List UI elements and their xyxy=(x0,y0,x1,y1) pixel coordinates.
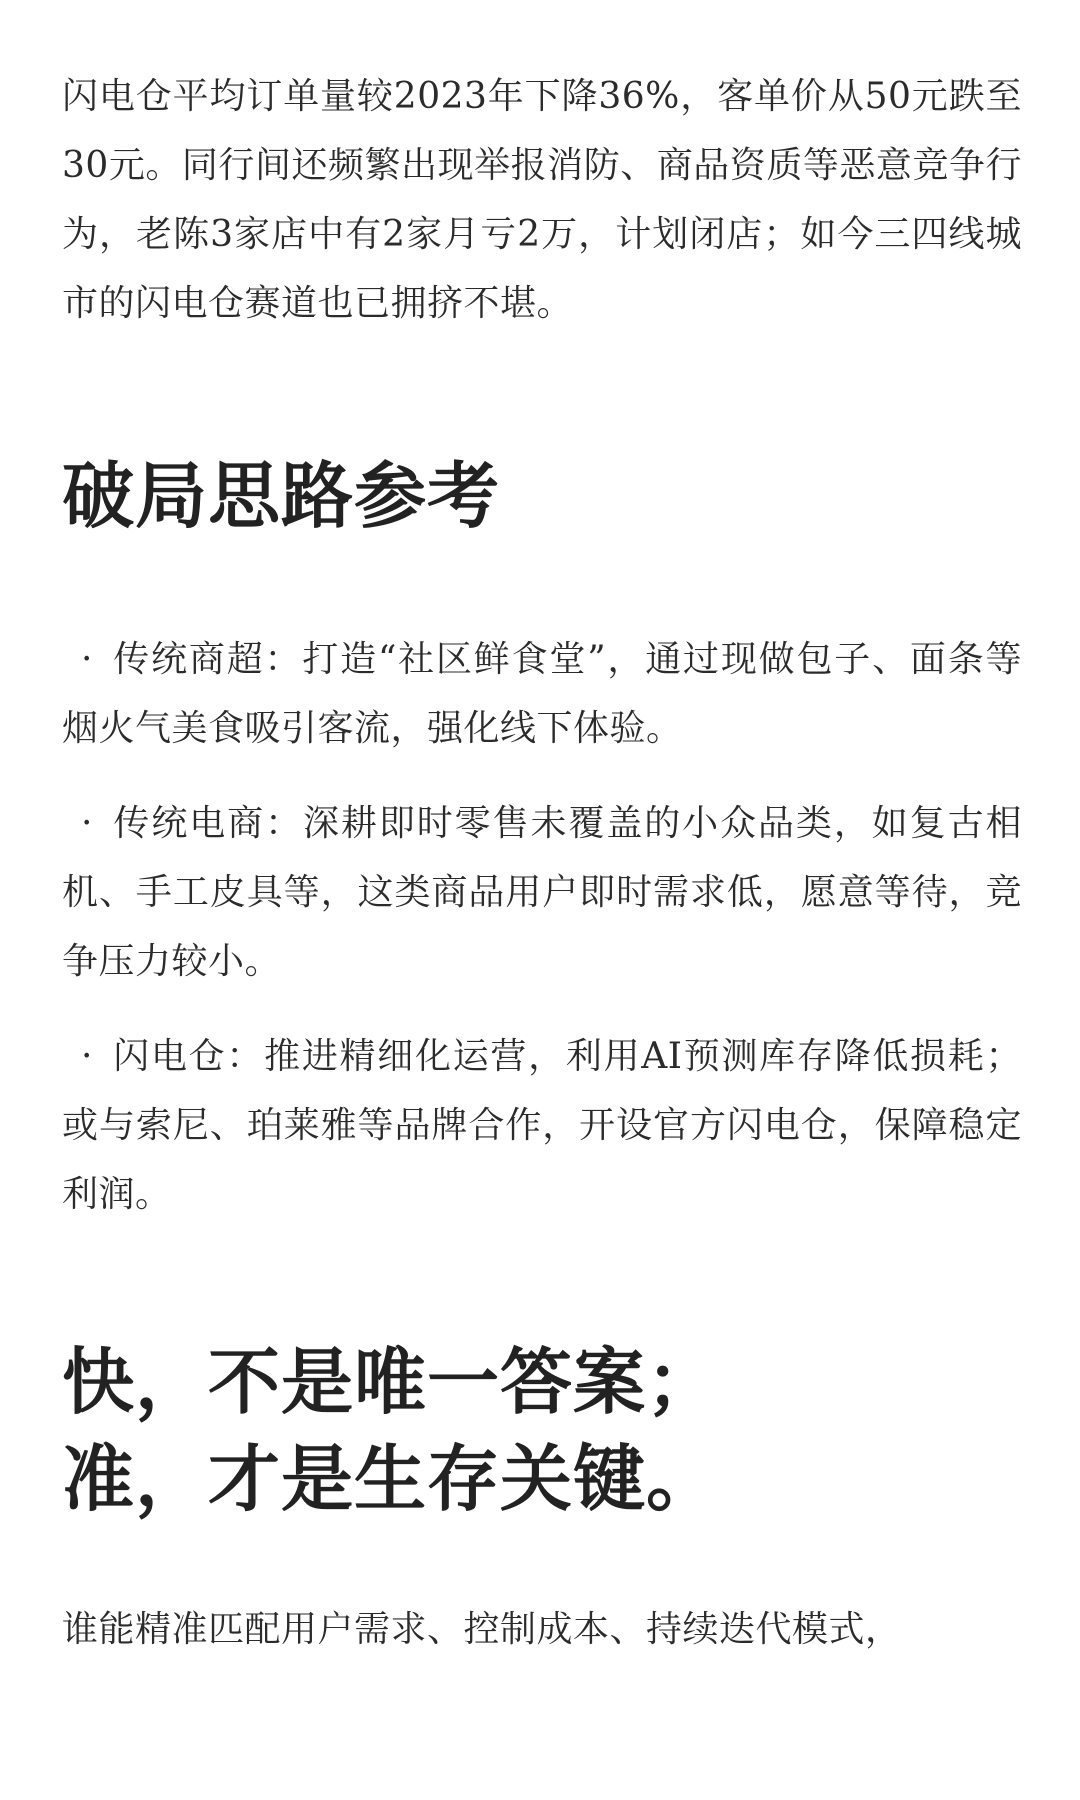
closing-paragraph: 谁能精准匹配用户需求、控制成本、持续迭代模式， xyxy=(62,1609,902,1650)
bullet-dot: · xyxy=(81,803,93,844)
intro-paragraph: 闪电仓平均订单量较2023年下降36%，客单价从50元跌至30元。同行间还频繁出现举报消防、商品资质等恶意竞争行为，老陈3家店中有2家月亏2万，计划闭店；如今三四线城市的闪电仓赛道也已拥挤不堪。 xyxy=(62,76,1022,324)
strategy-item-text: 传统电商：深耕即时零售未覆盖的小众品类，如复古相机、手工皮具等，这类商品用户即时需求低，愿意等待，竞争压力较小。 xyxy=(62,803,1022,982)
strategy-item-flash-warehouse xyxy=(62,1022,1022,1229)
slogan-line-1: 快，不是唯一答案； xyxy=(62,1339,720,1424)
article-page xyxy=(62,0,1022,1664)
bullet-dot: · xyxy=(81,639,93,680)
section-heading-strategies: 破局思路参考 xyxy=(62,453,501,538)
strategy-item-text: 传统商超：打造“社区鲜食堂”，通过现做包子、面条等烟火气美食吸引客流，强化线下体验。 xyxy=(62,639,1022,749)
strategy-item-text: 闪电仓：推进精细化运营，利用AI预测库存降低损耗；或与索尼、珀莱雅等品牌合作，开设官方闪电仓，保障稳定利润。 xyxy=(62,1036,1022,1215)
strategy-item-ecommerce xyxy=(62,789,1022,996)
strategy-list xyxy=(62,625,1022,1229)
bullet-dot: · xyxy=(81,1036,93,1077)
strategy-item-supermarket xyxy=(62,625,1022,763)
slogan-line-2: 准，才是生存关键。 xyxy=(62,1436,720,1521)
slogan-block xyxy=(62,1333,1022,1527)
